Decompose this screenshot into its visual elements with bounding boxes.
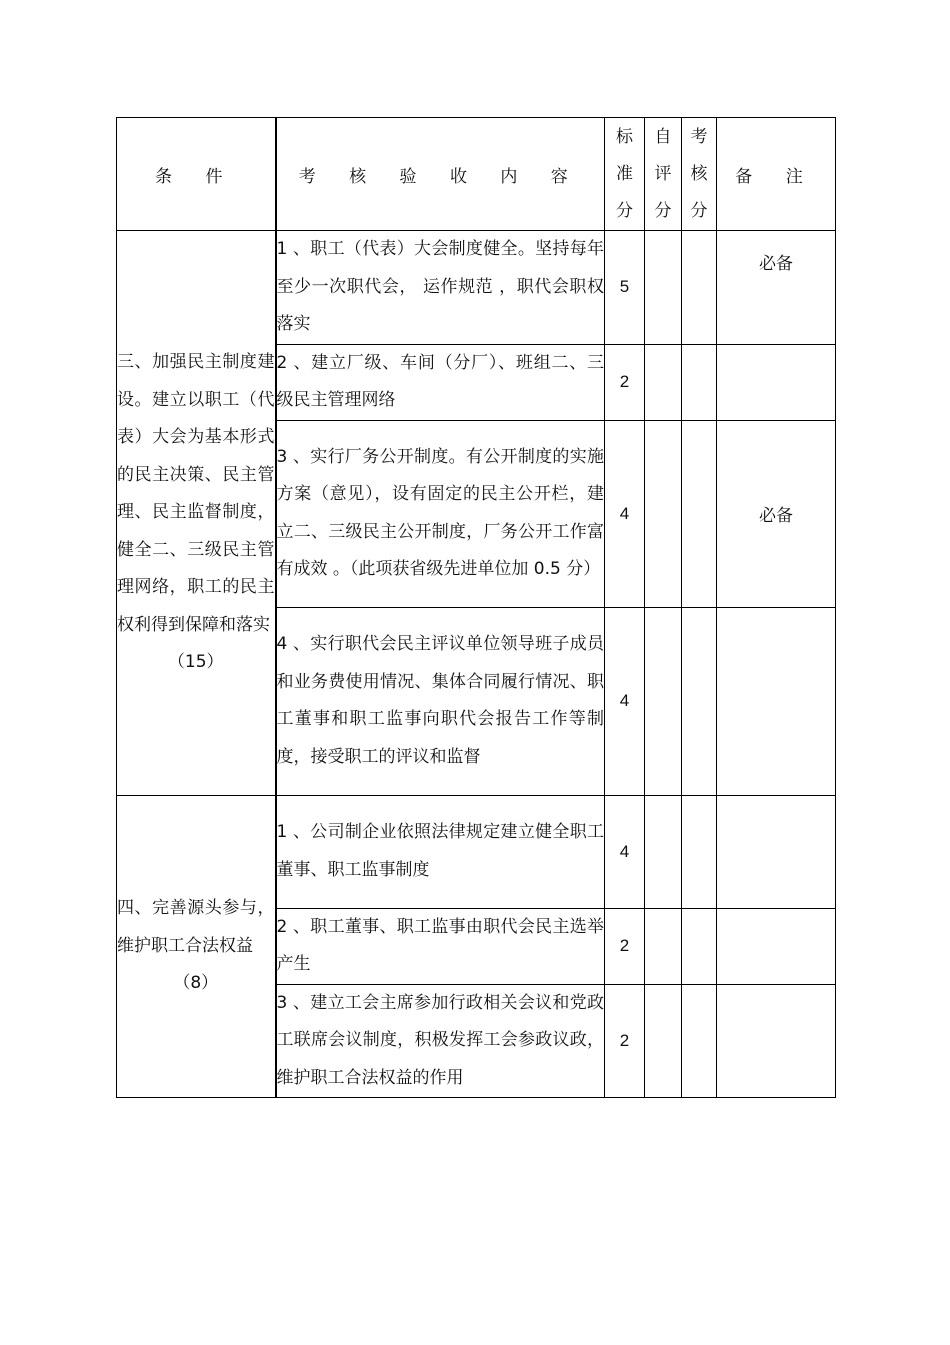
standard-score: 4	[605, 420, 645, 607]
content-cell: 2 、职工董事、职工监事由职代会民主选举产生	[276, 908, 605, 984]
self-score	[645, 984, 682, 1098]
condition-text: 三、加强民主制度建设。建立以职工（代表）大会为基本形式的民主决策、民主管理、民主监督制度，健全二、三级民主管理网络，职工的民主权利得到保障和落实	[117, 352, 275, 635]
header-self-char: 评	[654, 163, 672, 184]
content-cell: 2 、建立厂级、车间（分厂）、班组二、三级民主管理网络	[276, 344, 605, 420]
header-standard-char: 分	[616, 200, 633, 221]
assess-score	[682, 908, 717, 984]
assess-score	[682, 795, 717, 908]
standard-score: 4	[605, 607, 645, 795]
content-cell: 4 、实行职代会民主评议单位领导班子成员和业务费使用情况、集体合同履行情况、职工董事和职工监事向职代会报告工作等制度，接受职工的评议和监督	[276, 607, 605, 795]
standard-score: 2	[605, 344, 645, 420]
header-standard-char: 准	[616, 163, 633, 184]
condition-cell	[117, 231, 276, 796]
self-score	[645, 231, 682, 345]
header-self-score	[645, 118, 682, 231]
header-assess-char: 分	[690, 200, 708, 221]
header-assess-char: 核	[690, 163, 708, 184]
table-row	[117, 795, 836, 908]
note-cell	[717, 908, 836, 984]
content-cell: 3 、实行厂务公开制度。有公开制度的实施方案（意见），设有固定的民主公开栏，建立二、三级民主公开制度，厂务公开工作富有成效 。（此项获省级先进单位加 0.5 分）	[276, 420, 605, 607]
assess-score	[682, 231, 717, 345]
assessment-table	[116, 117, 836, 1098]
standard-score: 4	[605, 795, 645, 908]
condition-points: （8）	[173, 973, 219, 993]
note-cell	[717, 607, 836, 795]
self-score	[645, 344, 682, 420]
assess-score	[682, 344, 717, 420]
header-row	[117, 118, 836, 231]
assess-score	[682, 420, 717, 607]
header-note: 备 注	[717, 118, 836, 231]
note-cell	[717, 344, 836, 420]
self-score	[645, 795, 682, 908]
header-assess-score	[682, 118, 717, 231]
standard-score: 2	[605, 984, 645, 1098]
header-self-char: 自	[654, 126, 672, 147]
content-cell: 3 、建立工会主席参加行政相关会议和党政工联席会议制度，积极发挥工会参政议政，维护职工合法权益的作用	[276, 984, 605, 1098]
header-self-char: 分	[654, 200, 672, 221]
note-cell: 必备	[717, 231, 836, 345]
content-cell: 1 、公司制企业依照法律规定建立健全职工董事、职工监事制度	[276, 795, 605, 908]
note-cell	[717, 984, 836, 1098]
header-content: 考 核 验 收 内 容	[276, 118, 605, 231]
condition-cell	[117, 795, 276, 1098]
header-assess-char: 考	[690, 126, 708, 147]
table-row	[117, 231, 836, 345]
assess-score	[682, 607, 717, 795]
assess-score	[682, 984, 717, 1098]
note-cell: 必备	[717, 420, 836, 607]
header-standard-score	[605, 118, 645, 231]
condition-points: （15）	[167, 652, 224, 672]
self-score	[645, 607, 682, 795]
condition-text: 四、完善源头参与，维护职工合法权益	[117, 898, 275, 956]
content-cell: 1 、职工（代表）大会制度健全。坚持每年至少一次职代会， 运作规范 ，职代会职权落实	[276, 231, 605, 345]
note-cell	[717, 795, 836, 908]
header-condition: 条 件	[117, 118, 276, 231]
header-standard-char: 标	[616, 126, 633, 147]
standard-score: 2	[605, 908, 645, 984]
standard-score: 5	[605, 231, 645, 345]
self-score	[645, 420, 682, 607]
self-score	[645, 908, 682, 984]
